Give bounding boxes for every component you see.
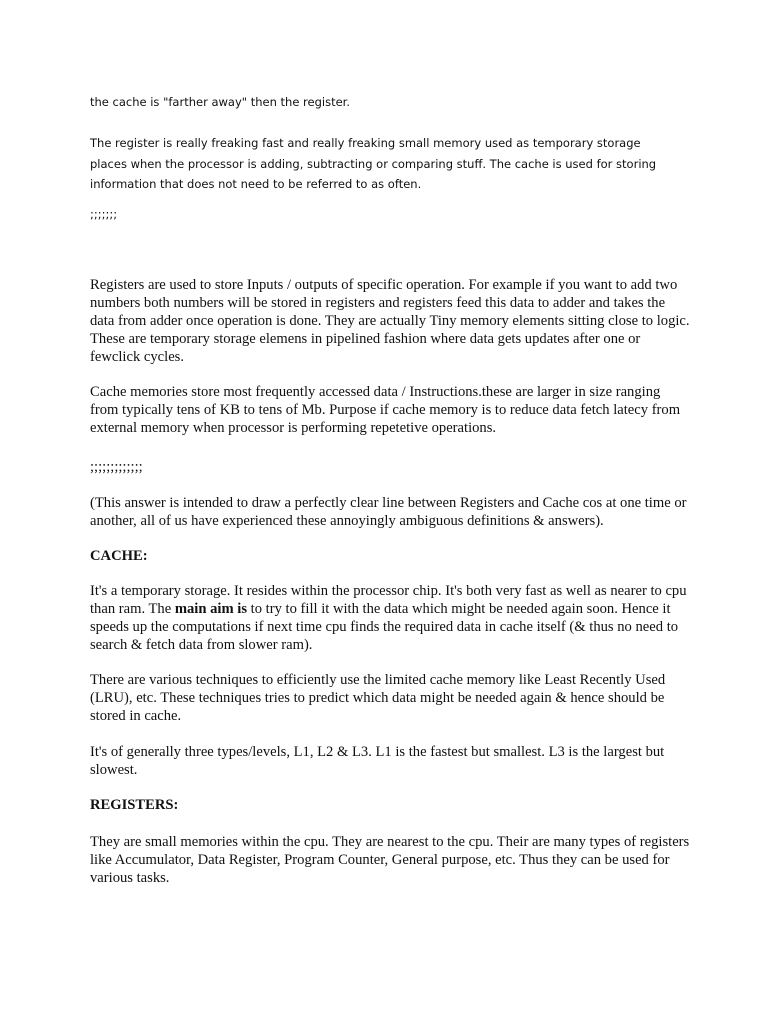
cache-levels: It's of generally three types/levels, L1, L2 & L3. L1 is the fastest but smallest. L3 is the largest but slowest. [90,744,665,778]
registers-description: They are small memories within the cpu. They are nearest to the cpu. Their are many types of registers like Accumulator, Data Register, Program Counter, General purpose, etc. Thus they can be used for various tasks. [90,834,690,886]
cache-heading: CACHE: [90,548,148,564]
intro-line: the cache is "farther away" then the register. [90,95,350,109]
separator-1: ;;;;;;; [90,207,118,221]
cache-desc-end: to try to fill it with the data which might be needed again soon. Hence it speeds up the computations if next time cpu finds the required data in cache itself (& thus no need to search & fetch data from slower ram). [90,600,679,653]
cache-paragraph: Cache memories store most frequently accessed data / Instructions.these are larger in size ranging from typically tens of KB to tens of Mb. Purpose if cache memory is to reduce data fetch latecy from external memory when processor is performing repetetive operations. [90,384,681,436]
registers-paragraph: Registers are used to store Inputs / outputs of specific operation. For example if you want to add two numbers both numbers will be stored in registers and registers feed this data to adder and takes the data from adder once operation is done. They are actually Tiny memory elements sitting close to logic. These are temporary storage elemens in pipelined fashion where data gets updates after one or fewclick cycles. [90,277,690,365]
intro-paragraph: The register is really freaking fast and really freaking small memory used as temporary storage places when the processor is adding, subtracting or comparing stuff. The cache is used for storing information that does not need to be referred to as often. [90,136,657,191]
cache-techniques: There are various techniques to efficiently use the limited cache memory like Least Recently Used (LRU), etc. These techniques tries to predict which data might be needed again & hence should be stored in cache. [90,672,666,724]
answer-intro: (This answer is intended to draw a perfectly clear line between Registers and Cache cos at one time or another, all of us have experienced these annoyingly ambiguous definitions & answers). [90,495,687,529]
registers-heading: REGISTERS: [90,797,179,813]
separator-2: ;;;;;;;;;;;;; [90,459,143,475]
cache-desc-start: It's a temporary storage. It resides within the processor chip. It's both very fast as well as nearer to cpu than ram. The [90,583,687,617]
cache-description [90,583,690,655]
main-aim-bold: main aim is [174,600,248,617]
